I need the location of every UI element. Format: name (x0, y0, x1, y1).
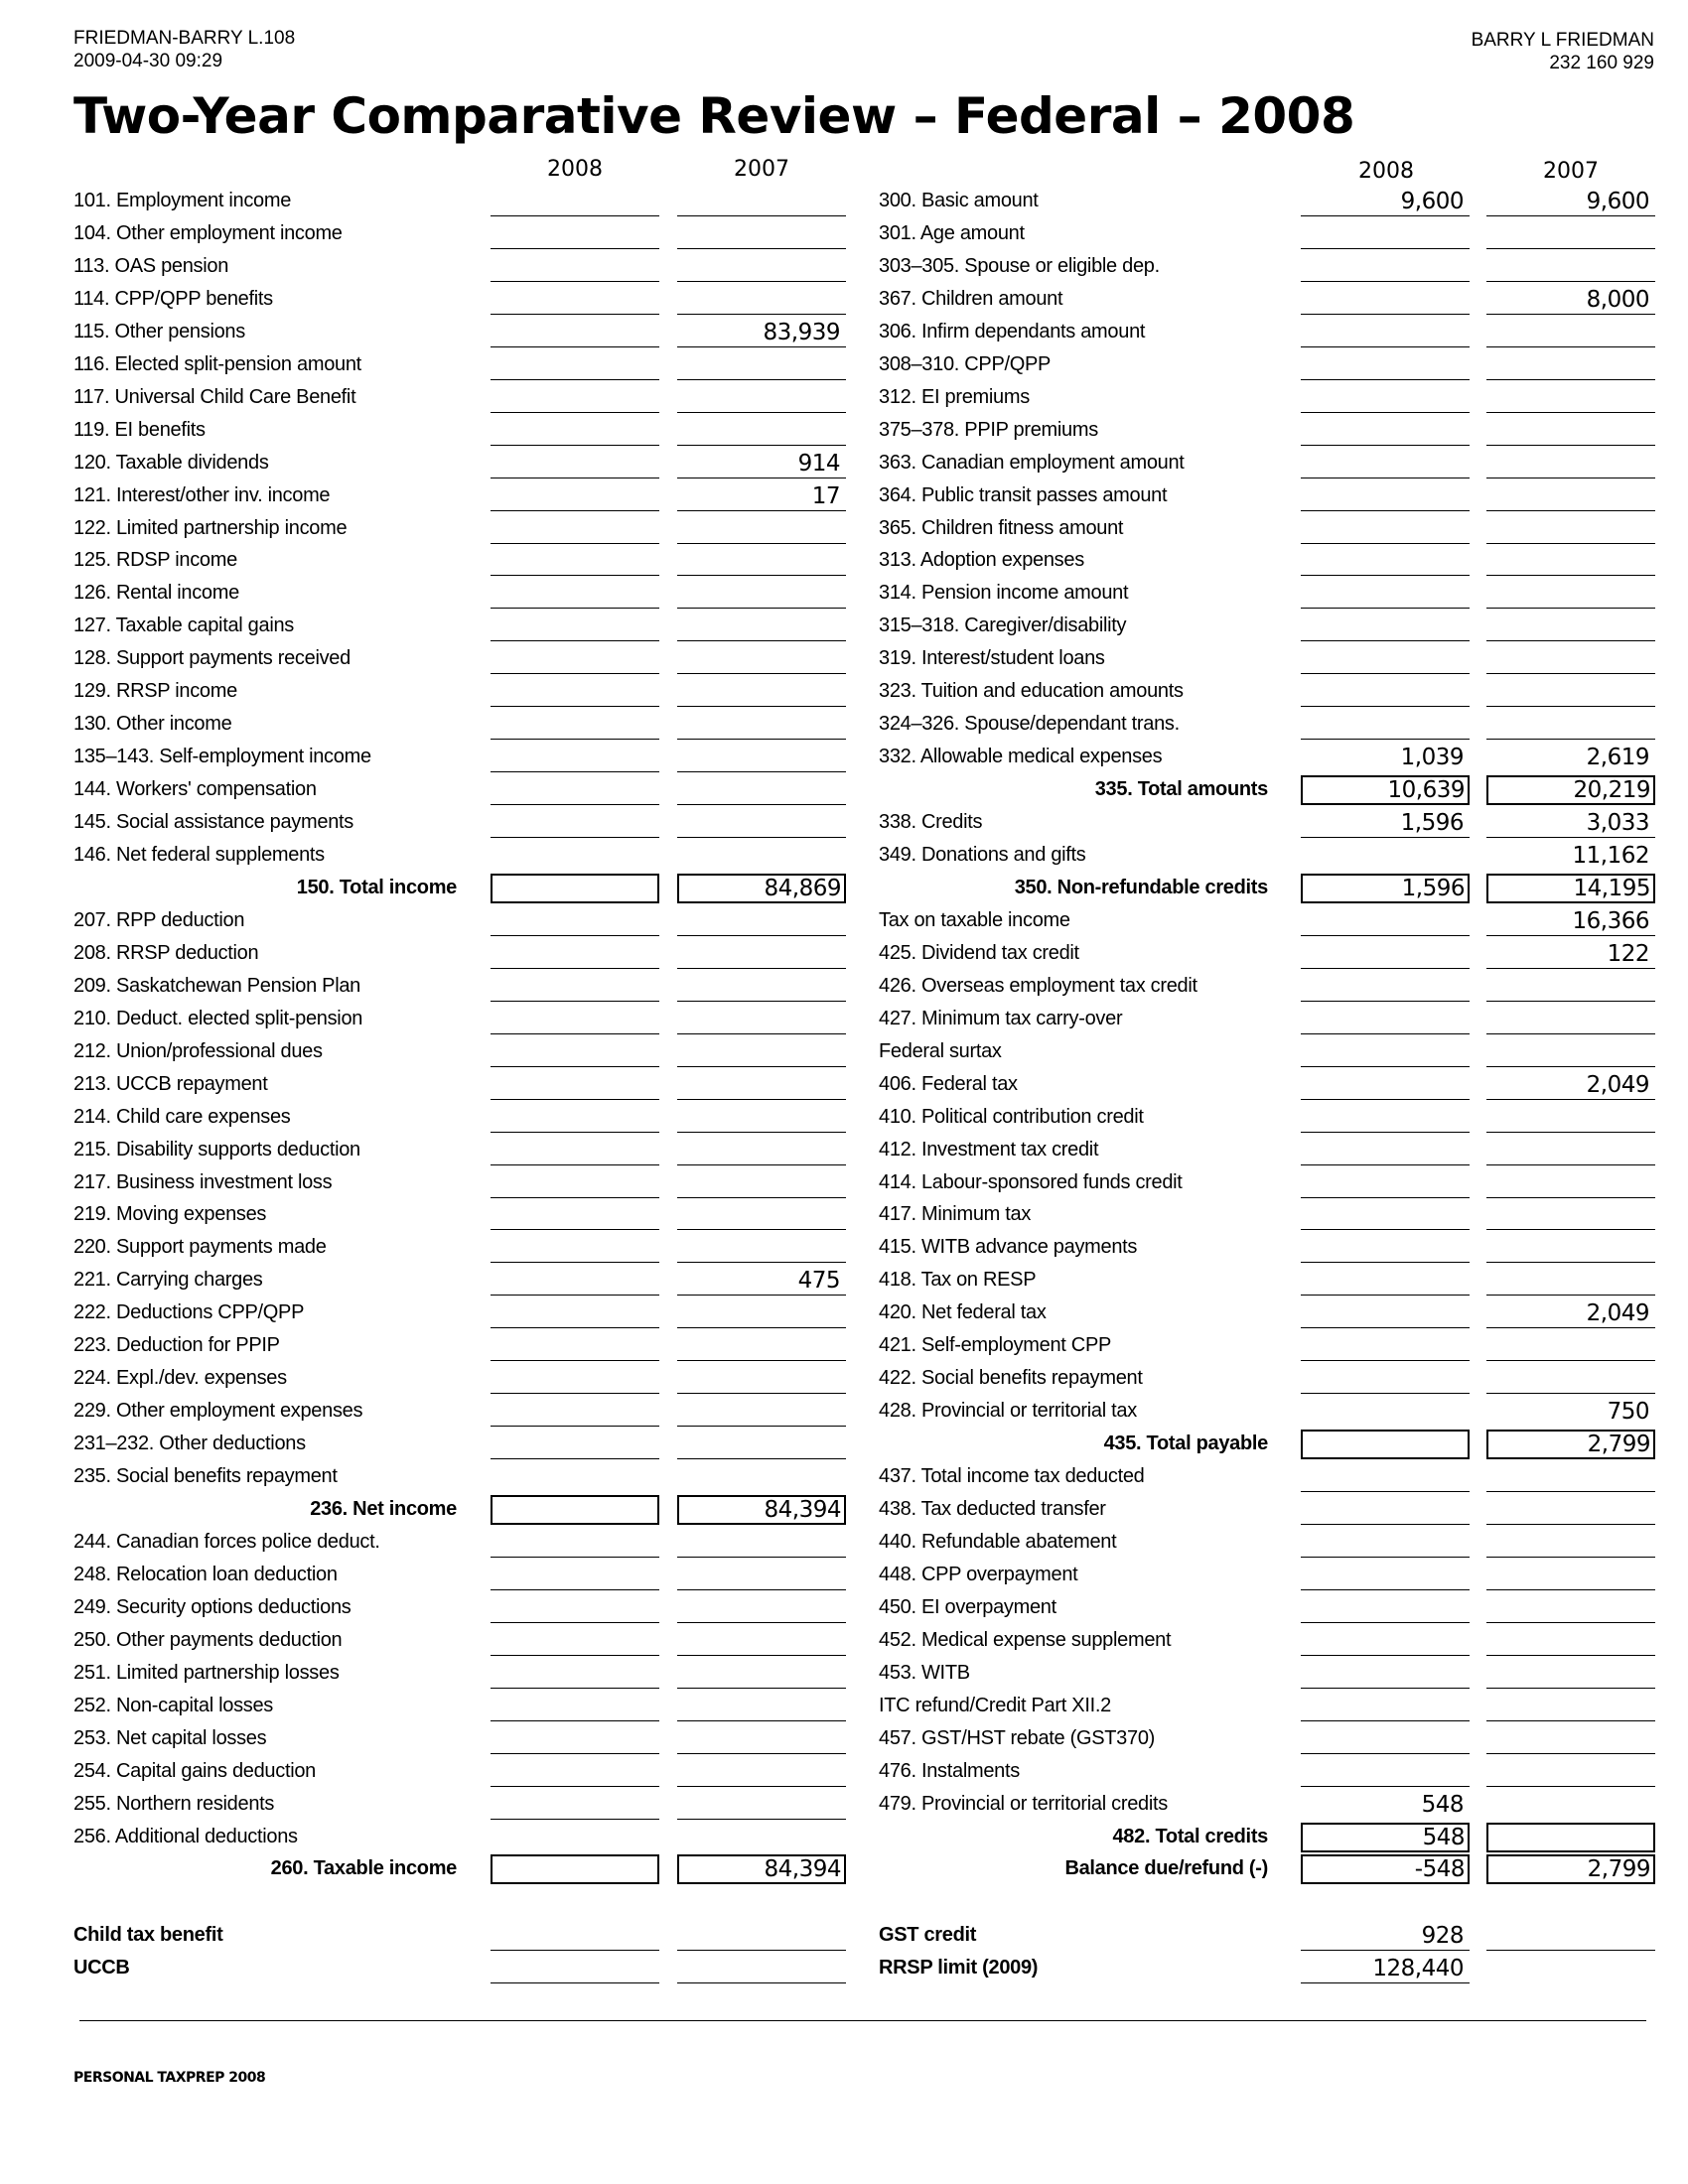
amount-2008-field (1301, 1103, 1470, 1133)
line-label: 127. Taxable capital gains (73, 614, 294, 637)
amount-2008-field (1301, 841, 1470, 871)
amount-2007-field (1486, 416, 1655, 446)
line-label: 437. Total income tax deducted (879, 1465, 1145, 1488)
amount-2007-field (1486, 318, 1655, 347)
line-label: 250. Other payments deduction (73, 1628, 343, 1651)
amount-2007-field (1486, 252, 1655, 282)
form-line-row (0, 1495, 1688, 1528)
line-label: 256. Additional deductions (73, 1825, 298, 1847)
amount-2007-field (1486, 1659, 1655, 1689)
amount-2008-field: 1,596 (1301, 808, 1470, 838)
line-label: 146. Net federal supplements (73, 844, 325, 866)
form-line-row (0, 841, 1688, 874)
line-label: 115. Other pensions (73, 320, 245, 342)
summary-label: RRSP limit (2009) (879, 1957, 1039, 1979)
amount-2008-field (1301, 710, 1470, 740)
form-line-row (0, 1103, 1688, 1136)
amount-2007-field (1486, 1528, 1655, 1558)
amount-2008-field (1301, 1397, 1470, 1427)
line-label: 301. Age amount (879, 221, 1025, 244)
form-line-row (0, 1266, 1688, 1298)
form-line-row (0, 677, 1688, 710)
form-line-row (0, 808, 1688, 841)
line-label: 129. RRSP income (73, 680, 237, 703)
amount-2008-field (1301, 481, 1470, 511)
amount-2007-field (1486, 1005, 1655, 1034)
line-label: 126. Rental income (73, 582, 239, 605)
amount-2008-field: 928 (1301, 1921, 1470, 1951)
right-col-header-2008: 2008 (1358, 159, 1414, 184)
form-line-row (0, 219, 1688, 252)
amount-2007-field: 8,000 (1486, 285, 1655, 315)
form-line-row (0, 1823, 1688, 1855)
amount-2008-field (1301, 906, 1470, 936)
amount-2008-field (1301, 318, 1470, 347)
line-label: 448. CPP overpayment (879, 1563, 1078, 1585)
amount-2007-field: 750 (1607, 1399, 1649, 1426)
form-line-row (0, 906, 1688, 939)
line-label: 452. Medical expense supplement (879, 1628, 1172, 1651)
line-label: 438. Tax deducted transfer (879, 1498, 1106, 1520)
amount-2008-field: 128,440 (1301, 1954, 1470, 1983)
line-label: 244. Canadian forces police deduct. (73, 1530, 380, 1553)
form-line-row (0, 1233, 1688, 1266)
line-label: 412. Investment tax credit (879, 1138, 1099, 1160)
amount-2007-field (1486, 1200, 1655, 1230)
print-datetime: 2009-04-30 09:29 (73, 51, 223, 71)
line-label: Federal surtax (879, 1039, 1002, 1062)
amount-2008-field (1301, 449, 1470, 478)
amount-2007-field (1486, 644, 1655, 674)
amount-2007-field (1486, 1593, 1655, 1623)
line-label: 422. Social benefits repayment (879, 1367, 1143, 1390)
line-label: 229. Other employment expenses (73, 1400, 363, 1423)
footer-software: PERSONAL TAXPREP 2008 (73, 2070, 266, 2086)
amount-2007-field: 83,939 (677, 318, 846, 347)
line-label: 421. Self-employment CPP (879, 1334, 1112, 1357)
amount-2008-field (1301, 677, 1470, 707)
line-label: 249. Security options deductions (73, 1595, 352, 1618)
line-label: 338. Credits (879, 811, 983, 834)
form-line-row (0, 449, 1688, 481)
amount-2008-field: -548 (1301, 1854, 1470, 1884)
amount-2008-field (1301, 644, 1470, 674)
form-line-row (0, 775, 1688, 808)
form-line-row (0, 1397, 1688, 1430)
amount-2008-field (1301, 1233, 1470, 1263)
amount-2007-field (1486, 677, 1655, 707)
file-id: FRIEDMAN-BARRY L.108 (73, 28, 296, 49)
line-label: 453. WITB (879, 1661, 970, 1684)
amount-2007-field: 84,869 (677, 874, 846, 903)
amount-2007-field: 2,799 (1486, 1430, 1655, 1459)
amount-2007-field (1486, 383, 1655, 413)
line-label: 482. Total credits (1112, 1825, 1268, 1847)
line-label: 215. Disability supports deduction (73, 1138, 360, 1160)
form-line-row (0, 1200, 1688, 1233)
line-label: 479. Provincial or territorial credits (879, 1792, 1168, 1815)
form-line-row (0, 1724, 1688, 1757)
line-label: 363. Canadian employment amount (879, 451, 1185, 474)
amount-2007-field (1486, 1266, 1655, 1296)
amount-2007-field (1486, 1331, 1655, 1361)
amount-2008-field: 10,639 (1301, 775, 1470, 805)
line-label: 113. OAS pension (73, 254, 229, 277)
amount-2007-field (1486, 972, 1655, 1002)
amount-2008-field (1301, 285, 1470, 315)
form-line-row (0, 1331, 1688, 1364)
left-col-header-2007: 2007 (734, 157, 789, 182)
form-line-row (0, 514, 1688, 547)
amount-2008-field: 1,596 (1301, 874, 1470, 903)
amount-2008-field (1301, 1757, 1470, 1787)
amount-2008-field (1301, 1430, 1470, 1459)
amount-2008-field (1301, 1136, 1470, 1165)
amount-2007-field (1486, 1136, 1655, 1165)
amount-2008-field (1301, 1331, 1470, 1361)
line-label: 145. Social assistance payments (73, 811, 353, 834)
amount-2008-field (1301, 1005, 1470, 1034)
amount-2007-field (1486, 1364, 1655, 1394)
line-label: 414. Labour-sponsored funds credit (879, 1170, 1183, 1193)
line-label: 117. Universal Child Care Benefit (73, 385, 356, 408)
line-label: 435. Total payable (1103, 1433, 1268, 1455)
amount-2008-field (1301, 1659, 1470, 1689)
line-label: 125. RDSP income (73, 549, 237, 572)
form-line-row (0, 612, 1688, 644)
line-label: 335. Total amounts (1094, 778, 1268, 801)
amount-2008-field (1301, 1561, 1470, 1590)
line-label: 315–318. Caregiver/disability (879, 614, 1127, 637)
line-label: 365. Children fitness amount (879, 516, 1124, 539)
amount-2008-field (1301, 939, 1470, 969)
line-label: 122. Limited partnership income (73, 516, 348, 539)
amount-2007-field: 9,600 (1486, 187, 1655, 216)
form-line-row (0, 350, 1688, 383)
line-label: 367. Children amount (879, 287, 1063, 310)
amount-2007-field (1486, 612, 1655, 641)
page-title: Two-Year Comparative Review – Federal – 2008 (73, 87, 1355, 145)
form-line-row (0, 187, 1688, 219)
amount-2007-field (1486, 1233, 1655, 1263)
amount-2008-field (1301, 1593, 1470, 1623)
amount-2008-field (1301, 579, 1470, 609)
form-line-row (0, 252, 1688, 285)
amount-2008-field (1301, 514, 1470, 544)
line-label: 364. Public transit passes amount (879, 483, 1168, 506)
line-label: 236. Net income (310, 1498, 457, 1520)
line-label: 415. WITB advance payments (879, 1236, 1138, 1259)
line-label: 457. GST/HST rebate (GST370) (879, 1726, 1156, 1749)
summary-label: GST credit (879, 1924, 977, 1946)
line-label: 418. Tax on RESP (879, 1269, 1037, 1292)
amount-2008-field (1301, 1364, 1470, 1394)
right-col-header-2007: 2007 (1543, 159, 1599, 184)
amount-2007-field (1486, 1823, 1655, 1852)
form-line-row (0, 579, 1688, 612)
amount-2008-field (1301, 1168, 1470, 1198)
amount-2008-field (1301, 1724, 1470, 1754)
line-label: 417. Minimum tax (879, 1203, 1032, 1226)
amount-2007-field (1486, 1103, 1655, 1133)
footer-divider (79, 2020, 1646, 2021)
amount-2008-field (1301, 416, 1470, 446)
line-label: ITC refund/Credit Part XII.2 (879, 1694, 1111, 1716)
amount-2008-field (1301, 1495, 1470, 1525)
amount-2008-field: 9,600 (1301, 187, 1470, 216)
form-line-row (0, 743, 1688, 775)
amount-2007-field: 2,049 (1486, 1298, 1655, 1328)
line-label: 323. Tuition and education amounts (879, 680, 1184, 703)
line-label: 220. Support payments made (73, 1236, 327, 1259)
form-line-row (0, 1364, 1688, 1397)
form-line-row (0, 939, 1688, 972)
line-label: 324–326. Spouse/dependant trans. (879, 713, 1180, 736)
form-line-row (0, 1561, 1688, 1593)
amount-2008-field (1301, 546, 1470, 576)
amount-2007-field (1486, 219, 1655, 249)
amount-2008-field (1301, 1462, 1470, 1492)
amount-2008-field (1301, 612, 1470, 641)
amount-2007-field (1486, 449, 1655, 478)
line-label: 254. Capital gains deduction (73, 1759, 317, 1782)
amount-2008-field (1301, 1070, 1470, 1100)
taxpayer-name: BARRY L FRIEDMAN (1471, 30, 1654, 51)
line-label: 223. Deduction for PPIP (73, 1334, 280, 1357)
form-line-row (0, 1593, 1688, 1626)
line-label: 207. RPP deduction (73, 908, 245, 931)
line-label: Balance due/refund (-) (1064, 1857, 1268, 1880)
amount-2008-field (1301, 219, 1470, 249)
amount-2007-field (1486, 1626, 1655, 1656)
line-label: 314. Pension income amount (879, 582, 1129, 605)
line-label: 300. Basic amount (879, 190, 1039, 211)
amount-2007-field: 16,366 (1486, 906, 1655, 936)
line-label: 217. Business investment loss (73, 1170, 333, 1193)
amount-2008-field (1301, 252, 1470, 282)
line-label: 214. Child care expenses (73, 1105, 291, 1128)
summary-label: UCCB (73, 1957, 130, 1979)
line-label: 150. Total income (296, 876, 457, 898)
amount-2008-field (1301, 1037, 1470, 1067)
amount-2007-field (1486, 1561, 1655, 1590)
line-label: 248. Relocation loan deduction (73, 1563, 338, 1585)
summary-label: Child tax benefit (73, 1924, 223, 1946)
form-line-row (0, 644, 1688, 677)
amount-2007-field: 14,195 (1486, 874, 1655, 903)
line-label: 440. Refundable abatement (879, 1530, 1117, 1553)
line-label: 135–143. Self-employment income (73, 746, 371, 768)
form-line-row (0, 1168, 1688, 1201)
line-label: 231–232. Other deductions (73, 1433, 306, 1455)
line-label: 332. Allowable medical expenses (879, 746, 1163, 768)
line-label: 428. Provincial or territorial tax (879, 1400, 1137, 1423)
amount-2008-field (1301, 972, 1470, 1002)
summary-row (0, 1921, 1688, 1954)
form-line-row (0, 416, 1688, 449)
form-line-row (0, 1430, 1688, 1462)
amount-2007-field (1486, 1724, 1655, 1754)
form-line-row (0, 1692, 1688, 1724)
line-label: Tax on taxable income (879, 908, 1070, 931)
line-label: 349. Donations and gifts (879, 844, 1086, 866)
taxpayer-sin: 232 160 929 (1549, 53, 1654, 73)
amount-2008-field (1301, 1528, 1470, 1558)
amount-2007-field (1486, 579, 1655, 609)
line-label: 260. Taxable income (270, 1857, 457, 1880)
amount-2008-field: 548 (1301, 1823, 1470, 1852)
line-label: 313. Adoption expenses (879, 549, 1084, 572)
line-label: 375–378. PPIP premiums (879, 418, 1098, 441)
line-label: 312. EI premiums (879, 385, 1030, 408)
form-line-row (0, 1462, 1688, 1495)
line-label: 251. Limited partnership losses (73, 1661, 340, 1684)
amount-2007-field (1486, 1757, 1655, 1787)
line-label: 128. Support payments received (73, 647, 351, 670)
line-label: 252. Non-capital losses (73, 1694, 273, 1716)
amount-2008-field (1301, 1692, 1470, 1721)
line-label: 406. Federal tax (879, 1072, 1018, 1095)
line-label: 101. Employment income (73, 190, 292, 211)
amount-2008-field (1301, 350, 1470, 380)
line-label: 144. Workers' compensation (73, 778, 317, 801)
form-line-row (0, 1005, 1688, 1037)
amount-2007-field: 3,033 (1486, 808, 1655, 838)
line-label: 306. Infirm dependants amount (879, 320, 1146, 342)
amount-2007-field: 914 (677, 449, 846, 478)
amount-2007-field (1486, 546, 1655, 576)
amount-2007-field (1486, 1037, 1655, 1067)
amount-2007-field: 20,219 (1486, 775, 1655, 805)
form-line-row (0, 1659, 1688, 1692)
form-line-row (0, 546, 1688, 579)
line-label: 450. EI overpayment (879, 1595, 1056, 1618)
line-label: 209. Saskatchewan Pension Plan (73, 974, 360, 997)
amount-2007-field (1486, 514, 1655, 544)
amount-2007-field: 2,619 (1586, 745, 1649, 771)
form-line-row (0, 1854, 1688, 1887)
form-line-row (0, 1298, 1688, 1331)
amount-2008-field (1301, 1200, 1470, 1230)
amount-2008-field (1301, 383, 1470, 413)
form-line-row (0, 874, 1688, 906)
amount-2008-field (1301, 1626, 1470, 1656)
line-label: 130. Other income (73, 713, 232, 736)
amount-2007-field (1486, 1495, 1655, 1525)
amount-2007-field (1486, 350, 1655, 380)
amount-2008-field: 1,039 (1400, 745, 1464, 771)
line-label: 116. Elected split-pension amount (73, 352, 361, 375)
line-label: 119. EI benefits (73, 418, 206, 441)
line-label: 222. Deductions CPP/QPP (73, 1301, 305, 1324)
line-label: 350. Non-refundable credits (1014, 876, 1268, 898)
form-line-row (0, 1626, 1688, 1659)
amount-2008-field (1301, 1298, 1470, 1328)
form-line-row (0, 1136, 1688, 1168)
form-line-row (0, 1790, 1688, 1823)
line-label: 476. Instalments (879, 1759, 1020, 1782)
amount-2007-field: 11,162 (1572, 843, 1649, 869)
line-label: 104. Other employment income (73, 221, 343, 244)
amount-2007-field: 475 (677, 1266, 846, 1296)
line-label: 253. Net capital losses (73, 1726, 267, 1749)
form-line-row (0, 1037, 1688, 1070)
line-label: 120. Taxable dividends (73, 451, 269, 474)
amount-2007-field: 17 (677, 481, 846, 511)
line-label: 425. Dividend tax credit (879, 941, 1079, 964)
line-label: 255. Northern residents (73, 1792, 275, 1815)
form-line-row (0, 383, 1688, 416)
amount-2008-field: 548 (1421, 1791, 1464, 1818)
line-label: 121. Interest/other inv. income (73, 483, 331, 506)
amount-2008-field (1301, 1266, 1470, 1296)
amount-2007-field: 2,799 (1486, 1854, 1655, 1884)
amount-2007-field: 84,394 (677, 1495, 846, 1525)
amount-2007-field (1486, 1921, 1655, 1951)
form-line-row (0, 710, 1688, 743)
left-col-header-2008: 2008 (547, 157, 603, 182)
form-line-row (0, 285, 1688, 318)
line-label: 303–305. Spouse or eligible dep. (879, 254, 1160, 277)
amount-2007-field (1486, 481, 1655, 511)
line-label: 308–310. CPP/QPP (879, 352, 1052, 375)
line-label: 210. Deduct. elected split-pension (73, 1007, 363, 1029)
form-line-row (0, 1757, 1688, 1790)
line-label: 426. Overseas employment tax credit (879, 974, 1197, 997)
line-label: 235. Social benefits repayment (73, 1465, 338, 1488)
form-line-row (0, 1528, 1688, 1561)
line-label: 212. Union/professional dues (73, 1039, 323, 1062)
amount-2007-field (1486, 710, 1655, 740)
line-label: 224. Expl./dev. expenses (73, 1367, 287, 1390)
form-line-row (0, 972, 1688, 1005)
line-label: 114. CPP/QPP benefits (73, 287, 273, 310)
amount-2007-field: 2,049 (1486, 1070, 1655, 1100)
form-line-row (0, 481, 1688, 514)
line-label: 319. Interest/student loans (879, 647, 1105, 670)
summary-row (0, 1954, 1688, 1986)
amount-2007-field (1486, 1462, 1655, 1492)
line-label: 213. UCCB repayment (73, 1072, 268, 1095)
amount-2007-field: 84,394 (677, 1854, 846, 1884)
line-label: 208. RRSP deduction (73, 941, 259, 964)
line-label: 221. Carrying charges (73, 1269, 263, 1292)
form-line-row (0, 318, 1688, 350)
form-line-row (0, 1070, 1688, 1103)
amount-2007-field (1486, 1168, 1655, 1198)
line-label: 410. Political contribution credit (879, 1105, 1144, 1128)
amount-2007-field (1486, 1790, 1655, 1820)
amount-2007-field (1486, 1692, 1655, 1721)
line-label: 219. Moving expenses (73, 1203, 267, 1226)
amount-2007-field: 122 (1486, 939, 1655, 969)
line-label: 420. Net federal tax (879, 1301, 1047, 1324)
line-label: 427. Minimum tax carry-over (879, 1007, 1123, 1029)
